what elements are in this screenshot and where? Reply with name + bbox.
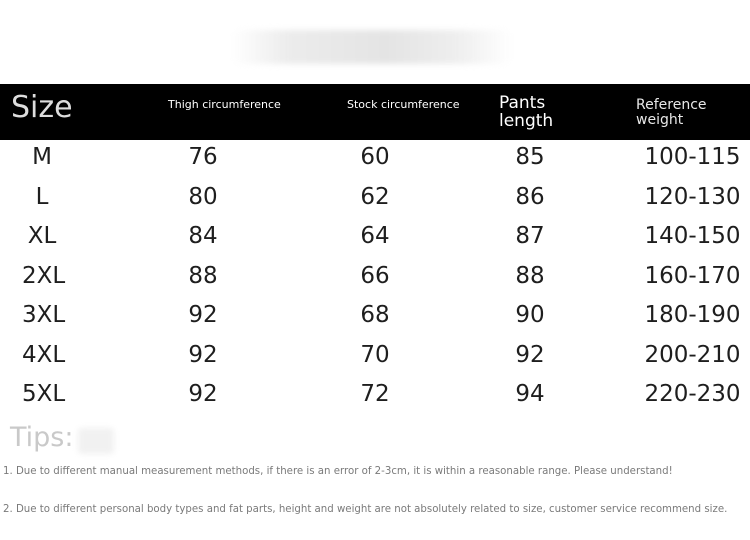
cell-stock: 62 (360, 183, 390, 210)
cell-pants: 88 (515, 262, 545, 289)
cell-weight: 180-190 (644, 302, 741, 328)
cell-size: L (35, 183, 49, 210)
table-row (0, 338, 750, 378)
blurred-title (232, 30, 512, 64)
cell-stock: 64 (360, 223, 390, 249)
cell-weight: 220-230 (644, 381, 741, 407)
cell-stock: 66 (360, 262, 390, 289)
cell-size: M (32, 144, 52, 170)
cell-pants: 94 (515, 381, 545, 407)
tip-note-1: 1. Due to different manual measurement methods, if there is an error of 2-3cm, it is within a reasonable range. Please understand! (3, 466, 673, 477)
cell-stock: 60 (360, 144, 390, 170)
tip-note-2: 2. Due to different personal body types and fat parts, height and weight are not absolutely related to size, customer service recommend size. (3, 504, 728, 515)
header-pants-length (499, 94, 553, 130)
header-weight-line1: Reference (636, 97, 707, 113)
blurred-tips-mark (78, 428, 114, 454)
cell-weight: 120-130 (644, 183, 741, 210)
cell-thigh: 92 (188, 341, 218, 368)
table-row (0, 140, 750, 180)
cell-pants: 92 (515, 341, 545, 368)
header-stock-circumference: Stock circumference (347, 98, 460, 111)
size-table-body (0, 140, 750, 417)
cell-size: 4XL (22, 341, 66, 368)
cell-weight: 200-210 (644, 341, 741, 368)
cell-thigh: 76 (188, 144, 218, 170)
cell-weight: 140-150 (644, 223, 741, 249)
cell-stock: 70 (360, 341, 390, 368)
tips-label: Tips: (10, 422, 74, 453)
header-weight-line2: weight (636, 112, 684, 128)
cell-stock: 72 (360, 381, 390, 407)
cell-thigh: 92 (188, 381, 218, 407)
cell-size: 2XL (22, 262, 66, 289)
table-row (0, 180, 750, 220)
cell-weight: 160-170 (644, 262, 741, 289)
header-reference-weight (636, 98, 707, 128)
table-row (0, 377, 750, 417)
cell-weight: 100-115 (644, 144, 741, 170)
size-table-header (0, 84, 750, 140)
header-pants-line1: Pants (499, 93, 546, 113)
cell-size: 3XL (22, 302, 66, 328)
cell-size: 5XL (22, 381, 66, 407)
cell-pants: 87 (515, 223, 545, 249)
cell-thigh: 80 (188, 183, 218, 210)
cell-thigh: 92 (188, 302, 218, 328)
cell-pants: 86 (515, 183, 545, 210)
table-row (0, 259, 750, 299)
cell-pants: 90 (515, 302, 545, 328)
cell-stock: 68 (360, 302, 390, 328)
table-row (0, 298, 750, 338)
header-pants-line2: length (499, 111, 554, 131)
cell-thigh: 88 (188, 262, 218, 289)
header-size: Size (11, 90, 73, 125)
header-thigh-circumference: Thigh circumference (168, 98, 281, 111)
table-row (0, 219, 750, 259)
cell-size: XL (27, 223, 57, 249)
cell-thigh: 84 (188, 223, 218, 249)
cell-pants: 85 (515, 144, 545, 170)
